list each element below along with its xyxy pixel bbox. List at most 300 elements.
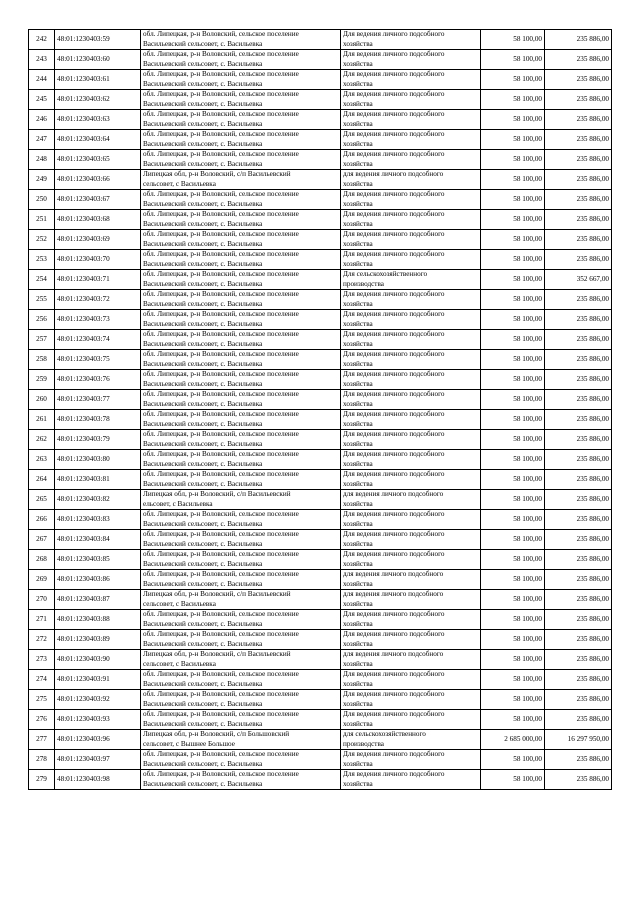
cadastral-number: 48:01:1230403:75	[55, 350, 141, 370]
land-use-line-2: хозяйства	[343, 219, 373, 228]
land-use-cell	[341, 230, 481, 250]
cadastral-value: 235 886,00	[545, 110, 612, 130]
land-use-line-2: хозяйства	[343, 619, 373, 628]
cadastral-value: 235 886,00	[545, 190, 612, 210]
area-value: 58 100,00	[481, 610, 545, 630]
cadastral-number: 48:01:1230403:98	[55, 770, 141, 790]
land-use-line-1: для ведения личного подсобного	[343, 570, 444, 579]
table-row	[29, 550, 612, 570]
cadastral-number: 48:01:1230403:89	[55, 630, 141, 650]
address-line-1: обл. Липецкая, р-н Воловский, сельское поселение	[143, 610, 299, 619]
table-row	[29, 490, 612, 510]
land-use-line-2: хозяйства	[343, 139, 373, 148]
address-line-2: Васильевский сельсовет, с. Васильевка	[143, 459, 263, 468]
cadastral-value: 235 886,00	[545, 670, 612, 690]
table-row	[29, 310, 612, 330]
land-use-cell	[341, 310, 481, 330]
address-cell	[141, 170, 341, 190]
cadastral-value: 235 886,00	[545, 210, 612, 230]
row-number: 242	[29, 30, 55, 50]
address-line-2: Васильевский сельсовет, с. Васильевка	[143, 79, 263, 88]
address-line-1: обл. Липецкая, р-н Воловский, сельское поселение	[143, 690, 299, 699]
area-value: 58 100,00	[481, 370, 545, 390]
row-number: 248	[29, 150, 55, 170]
cadastral-number: 48:01:1230403:96	[55, 730, 141, 750]
row-number: 247	[29, 130, 55, 150]
address-cell	[141, 210, 341, 230]
land-use-line-1: Для сельскохозяйственного	[343, 270, 428, 279]
address-line-1: обл. Липецкая, р-н Воловский, сельское поселение	[143, 150, 299, 159]
cadastral-value: 235 886,00	[545, 250, 612, 270]
row-number: 265	[29, 490, 55, 510]
land-use-line-2: хозяйства	[343, 379, 373, 388]
address-line-2: Васильевский сельсовет, с. Васильевка	[143, 359, 263, 368]
table-row	[29, 70, 612, 90]
cadastral-number: 48:01:1230403:61	[55, 70, 141, 90]
cadastral-value: 235 886,00	[545, 510, 612, 530]
cadastral-value: 235 886,00	[545, 750, 612, 770]
land-use-line-1: Для ведения личного подсобного	[343, 350, 445, 359]
land-use-line-1: Для ведения личного подсобного	[343, 410, 445, 419]
cadastral-number: 48:01:1230403:93	[55, 710, 141, 730]
row-number: 266	[29, 510, 55, 530]
table-row	[29, 90, 612, 110]
row-number: 256	[29, 310, 55, 330]
cadastral-number: 48:01:1230403:66	[55, 170, 141, 190]
address-cell	[141, 70, 341, 90]
cadastral-value: 235 886,00	[545, 770, 612, 790]
address-line-1: обл. Липецкая, р-н Воловский, сельское поселение	[143, 50, 299, 59]
table-row	[29, 590, 612, 610]
cadastral-value: 235 886,00	[545, 230, 612, 250]
row-number: 260	[29, 390, 55, 410]
address-line-1: обл. Липецкая, р-н Воловский, сельское поселение	[143, 470, 299, 479]
land-use-cell	[341, 170, 481, 190]
land-use-line-2: хозяйства	[343, 359, 373, 368]
area-value: 58 100,00	[481, 130, 545, 150]
address-line-2: Васильевский сельсовет, с. Васильевка	[143, 419, 263, 428]
land-use-line-2: хозяйства	[343, 259, 373, 268]
row-number: 272	[29, 630, 55, 650]
cadastral-number: 48:01:1230403:71	[55, 270, 141, 290]
address-cell	[141, 470, 341, 490]
cadastral-number: 48:01:1230403:81	[55, 470, 141, 490]
address-cell	[141, 650, 341, 670]
address-line-2: Васильевский сельсовет, с. Васильевка	[143, 579, 263, 588]
area-value: 58 100,00	[481, 330, 545, 350]
table-row	[29, 610, 612, 630]
address-line-1: обл. Липецкая, р-н Воловский, сельское поселение	[143, 570, 299, 579]
address-line-1: обл. Липецкая, р-н Воловский, сельское поселение	[143, 330, 299, 339]
address-cell	[141, 510, 341, 530]
land-use-line-1: Для ведения личного подсобного	[343, 90, 445, 99]
address-line-2: Васильевский сельсовет, с. Васильевка	[143, 299, 263, 308]
cadastral-value: 235 886,00	[545, 470, 612, 490]
address-line-1: обл. Липецкая, р-н Воловский, сельское поселение	[143, 350, 299, 359]
address-line-1: обл. Липецкая, р-н Воловский, сельское поселение	[143, 90, 299, 99]
cadastral-number: 48:01:1230403:59	[55, 30, 141, 50]
address-line-1: обл. Липецкая, р-н Воловский, сельское поселение	[143, 230, 299, 239]
land-use-line-2: хозяйства	[343, 779, 373, 788]
table-row	[29, 250, 612, 270]
address-line-2: Васильевский сельсовет, с. Васильевка	[143, 99, 263, 108]
address-line-2: Васильевский сельсовет, с. Васильевка	[143, 759, 263, 768]
address-line-1: обл. Липецкая, р-н Воловский, сельское поселение	[143, 770, 299, 779]
land-use-cell	[341, 330, 481, 350]
address-line-2: Васильевский сельсовет, с. Васильевка	[143, 279, 263, 288]
address-line-2: Васильевский сельсовет, с. Васильевка	[143, 719, 263, 728]
land-use-line-2: хозяйства	[343, 159, 373, 168]
table-row	[29, 130, 612, 150]
land-use-line-1: Для ведения личного подсобного	[343, 670, 445, 679]
land-use-line-1: Для ведения личного подсобного	[343, 110, 445, 119]
cadastral-number: 48:01:1230403:82	[55, 490, 141, 510]
cadastral-number: 48:01:1230403:74	[55, 330, 141, 350]
area-value: 58 100,00	[481, 390, 545, 410]
address-line-2: сельсовет, с Васильевка	[143, 599, 216, 608]
table-row	[29, 630, 612, 650]
table-row	[29, 710, 612, 730]
area-value: 58 100,00	[481, 550, 545, 570]
land-use-line-2: хозяйства	[343, 719, 373, 728]
address-line-1: обл. Липецкая, р-н Воловский, сельское поселение	[143, 390, 299, 399]
address-line-1: обл. Липецкая, р-н Воловский, сельское поселение	[143, 250, 299, 259]
land-use-line-2: хозяйства	[343, 659, 373, 668]
address-line-1: обл. Липецкая, р-н Воловский, сельское поселение	[143, 530, 299, 539]
area-value: 58 100,00	[481, 90, 545, 110]
cadastral-value: 235 886,00	[545, 650, 612, 670]
land-use-line-1: Для ведения личного подсобного	[343, 30, 445, 39]
cadastral-number: 48:01:1230403:64	[55, 130, 141, 150]
address-line-2: Васильевский сельсовет, с. Васильевка	[143, 239, 263, 248]
cadastral-number: 48:01:1230403:80	[55, 450, 141, 470]
address-line-2: сельсовет, с Вышнее Большое	[143, 739, 235, 748]
row-number: 255	[29, 290, 55, 310]
land-use-cell	[341, 30, 481, 50]
table-row	[29, 730, 612, 750]
address-cell	[141, 390, 341, 410]
cadastral-number: 48:01:1230403:73	[55, 310, 141, 330]
address-line-2: Васильевский сельсовет, с. Васильевка	[143, 439, 263, 448]
address-cell	[141, 190, 341, 210]
address-line-1: обл. Липецкая, р-н Воловский, сельское поселение	[143, 130, 299, 139]
area-value: 58 100,00	[481, 530, 545, 550]
address-line-1: обл. Липецкая, р-н Воловский, сельское поселение	[143, 750, 299, 759]
land-use-cell	[341, 650, 481, 670]
table-row	[29, 170, 612, 190]
table-row	[29, 50, 612, 70]
address-cell	[141, 370, 341, 390]
address-cell	[141, 530, 341, 550]
address-cell	[141, 490, 341, 510]
row-number: 262	[29, 430, 55, 450]
address-line-2: сельсовет, с Васильевка	[143, 659, 216, 668]
area-value: 58 100,00	[481, 750, 545, 770]
area-value: 58 100,00	[481, 270, 545, 290]
land-use-cell	[341, 50, 481, 70]
land-use-cell	[341, 750, 481, 770]
area-value: 58 100,00	[481, 70, 545, 90]
area-value: 58 100,00	[481, 110, 545, 130]
row-number: 277	[29, 730, 55, 750]
cadastral-number: 48:01:1230403:86	[55, 570, 141, 590]
row-number: 245	[29, 90, 55, 110]
address-line-1: обл. Липецкая, р-н Воловский, сельское поселение	[143, 30, 299, 39]
table-row	[29, 150, 612, 170]
cadastral-number: 48:01:1230403:67	[55, 190, 141, 210]
land-use-cell	[341, 90, 481, 110]
address-cell	[141, 230, 341, 250]
address-cell	[141, 330, 341, 350]
table-row	[29, 450, 612, 470]
area-value: 58 100,00	[481, 470, 545, 490]
cadastral-number: 48:01:1230403:87	[55, 590, 141, 610]
land-use-line-1: Для ведения личного подсобного	[343, 770, 445, 779]
land-use-line-2: хозяйства	[343, 39, 373, 48]
address-line-2: Васильевский сельсовет, с. Васильевка	[143, 219, 263, 228]
address-cell	[141, 710, 341, 730]
land-use-cell	[341, 210, 481, 230]
address-line-1: обл. Липецкая, р-н Воловский, сельское поселение	[143, 70, 299, 79]
cadastral-value: 235 886,00	[545, 150, 612, 170]
cadastral-number: 48:01:1230403:91	[55, 670, 141, 690]
land-use-line-1: Для ведения личного подсобного	[343, 530, 445, 539]
address-cell	[141, 130, 341, 150]
cadastral-value: 235 886,00	[545, 390, 612, 410]
address-cell	[141, 410, 341, 430]
land-use-line-1: Для ведения личного подсобного	[343, 290, 445, 299]
land-use-line-1: Для ведения личного подсобного	[343, 550, 445, 559]
row-number: 264	[29, 470, 55, 490]
land-use-cell	[341, 250, 481, 270]
table-body	[29, 30, 612, 790]
address-line-2: Васильевский сельсовет, с. Васильевка	[143, 479, 263, 488]
land-use-cell	[341, 630, 481, 650]
land-use-line-2: хозяйства	[343, 179, 373, 188]
land-use-line-2: хозяйства	[343, 599, 373, 608]
cadastral-number: 48:01:1230403:85	[55, 550, 141, 570]
land-use-line-2: хозяйства	[343, 459, 373, 468]
address-cell	[141, 50, 341, 70]
table-row	[29, 30, 612, 50]
address-line-1: обл. Липецкая, р-н Воловский, сельское поселение	[143, 190, 299, 199]
address-line-2: Васильевский сельсовет, с. Васильевка	[143, 519, 263, 528]
cadastral-value: 235 886,00	[545, 70, 612, 90]
cadastral-value: 235 886,00	[545, 630, 612, 650]
address-line-1: обл. Липецкая, р-н Воловский, сельское поселение	[143, 310, 299, 319]
land-parcels-table	[28, 29, 612, 790]
table-row	[29, 690, 612, 710]
cadastral-value: 235 886,00	[545, 330, 612, 350]
address-line-2: Васильевский сельсовет, с. Васильевка	[143, 119, 263, 128]
cadastral-number: 48:01:1230403:63	[55, 110, 141, 130]
row-number: 279	[29, 770, 55, 790]
address-line-1: Липецкая обл, р-н Воловский, с/п Васильевский	[143, 650, 291, 659]
land-use-cell	[341, 410, 481, 430]
row-number: 261	[29, 410, 55, 430]
land-use-line-2: хозяйства	[343, 399, 373, 408]
land-use-line-1: Для ведения личного подсобного	[343, 510, 445, 519]
address-line-1: обл. Липецкая, р-н Воловский, сельское поселение	[143, 210, 299, 219]
table-row	[29, 350, 612, 370]
area-value: 58 100,00	[481, 710, 545, 730]
land-use-line-2: хозяйства	[343, 759, 373, 768]
address-line-2: Васильевский сельсовет, с. Васильевка	[143, 199, 263, 208]
area-value: 58 100,00	[481, 430, 545, 450]
area-value: 58 100,00	[481, 50, 545, 70]
land-use-line-2: хозяйства	[343, 319, 373, 328]
row-number: 250	[29, 190, 55, 210]
land-use-cell	[341, 710, 481, 730]
address-line-1: обл. Липецкая, р-н Воловский, сельское поселение	[143, 550, 299, 559]
land-use-line-2: хозяйства	[343, 539, 373, 548]
cadastral-number: 48:01:1230403:60	[55, 50, 141, 70]
land-use-cell	[341, 290, 481, 310]
land-use-line-2: хозяйства	[343, 479, 373, 488]
land-use-line-2: хозяйства	[343, 679, 373, 688]
table-row	[29, 210, 612, 230]
cadastral-number: 48:01:1230403:72	[55, 290, 141, 310]
address-cell	[141, 550, 341, 570]
row-number: 270	[29, 590, 55, 610]
address-line-2: Васильевский сельсовет, с. Васильевка	[143, 259, 263, 268]
cadastral-number: 48:01:1230403:65	[55, 150, 141, 170]
address-line-2: Васильевский сельсовет, с. Васильевка	[143, 779, 263, 788]
address-line-1: Липецкая обл, р-н Воловский, с/п Васильевский	[143, 590, 291, 599]
address-line-1: обл. Липецкая, р-н Воловский, сельское поселение	[143, 290, 299, 299]
table-row	[29, 330, 612, 350]
address-line-2: Васильевский сельсовет, с. Васильевка	[143, 559, 263, 568]
table-row	[29, 230, 612, 250]
table-row	[29, 370, 612, 390]
land-use-line-1: Для ведения личного подсобного	[343, 230, 445, 239]
address-line-1: обл. Липецкая, р-н Воловский, сельское поселение	[143, 270, 299, 279]
land-use-line-2: хозяйства	[343, 299, 373, 308]
cadastral-number: 48:01:1230403:76	[55, 370, 141, 390]
address-line-1: обл. Липецкая, р-н Воловский, сельское поселение	[143, 410, 299, 419]
cadastral-number: 48:01:1230403:92	[55, 690, 141, 710]
land-use-line-1: для ведения личного подсобного	[343, 490, 444, 499]
cadastral-number: 48:01:1230403:69	[55, 230, 141, 250]
row-number: 252	[29, 230, 55, 250]
address-cell	[141, 110, 341, 130]
table-row	[29, 530, 612, 550]
row-number: 269	[29, 570, 55, 590]
cadastral-value: 352 667,00	[545, 270, 612, 290]
cadastral-value: 235 886,00	[545, 410, 612, 430]
address-line-2: Васильевский сельсовет, с. Васильевка	[143, 339, 263, 348]
cadastral-value: 235 886,00	[545, 30, 612, 50]
land-use-cell	[341, 270, 481, 290]
cadastral-value: 235 886,00	[545, 370, 612, 390]
cadastral-value: 235 886,00	[545, 570, 612, 590]
cadastral-value: 235 886,00	[545, 170, 612, 190]
address-line-2: Васильевский сельсовет, с. Васильевка	[143, 39, 263, 48]
address-line-2: Васильевский сельсовет, с. Васильевка	[143, 539, 263, 548]
land-use-line-2: производства	[343, 739, 384, 748]
land-use-line-2: хозяйства	[343, 639, 373, 648]
land-use-line-2: хозяйства	[343, 519, 373, 528]
cadastral-number: 48:01:1230403:97	[55, 750, 141, 770]
land-use-line-2: хозяйства	[343, 59, 373, 68]
table-row	[29, 390, 612, 410]
address-line-1: Липецкая обл, р-н Воловский, с/п Большовский	[143, 730, 290, 739]
cadastral-number: 48:01:1230403:78	[55, 410, 141, 430]
row-number: 274	[29, 670, 55, 690]
land-use-line-1: Для ведения личного подсобного	[343, 630, 445, 639]
address-cell	[141, 750, 341, 770]
table-row	[29, 670, 612, 690]
land-use-line-1: для ведения личного подсобного	[343, 590, 444, 599]
address-line-1: Липецкая обл, р-н Воловский, с/п Васильевский	[143, 170, 291, 179]
land-use-cell	[341, 130, 481, 150]
land-use-line-1: Для ведения личного подсобного	[343, 370, 445, 379]
land-use-cell	[341, 150, 481, 170]
table-row	[29, 510, 612, 530]
cadastral-value: 235 886,00	[545, 90, 612, 110]
land-use-line-2: хозяйства	[343, 199, 373, 208]
land-use-line-1: Для ведения личного подсобного	[343, 430, 445, 439]
area-value: 58 100,00	[481, 210, 545, 230]
area-value: 58 100,00	[481, 410, 545, 430]
land-use-line-2: хозяйства	[343, 339, 373, 348]
land-use-cell	[341, 430, 481, 450]
area-value: 58 100,00	[481, 230, 545, 250]
address-line-1: обл. Липецкая, р-н Воловский, сельское поселение	[143, 110, 299, 119]
cadastral-value: 235 886,00	[545, 350, 612, 370]
address-line-2: Васильевский сельсовет, с. Васильевка	[143, 699, 263, 708]
land-use-cell	[341, 730, 481, 750]
address-line-2: Васильевский сельсовет, с. Васильевка	[143, 399, 263, 408]
row-number: 243	[29, 50, 55, 70]
land-use-cell	[341, 590, 481, 610]
table-row	[29, 270, 612, 290]
land-use-line-1: Для ведения личного подсобного	[343, 450, 445, 459]
area-value: 58 100,00	[481, 650, 545, 670]
table-row	[29, 410, 612, 430]
address-line-1: Липецкая обл, р-н Воловский, с/п Васильевский	[143, 490, 291, 499]
table-row	[29, 650, 612, 670]
address-cell	[141, 30, 341, 50]
cadastral-value: 235 886,00	[545, 50, 612, 70]
row-number: 253	[29, 250, 55, 270]
address-cell	[141, 150, 341, 170]
address-cell	[141, 310, 341, 330]
land-use-line-2: хозяйства	[343, 439, 373, 448]
address-line-2: Васильевский сельсовет, с. Васильевка	[143, 639, 263, 648]
land-use-cell	[341, 70, 481, 90]
row-number: 263	[29, 450, 55, 470]
cadastral-value: 235 886,00	[545, 690, 612, 710]
row-number: 249	[29, 170, 55, 190]
row-number: 254	[29, 270, 55, 290]
cadastral-number: 48:01:1230403:83	[55, 510, 141, 530]
address-line-1: обл. Липецкая, р-н Воловский, сельское поселение	[143, 450, 299, 459]
address-cell	[141, 90, 341, 110]
row-number: 267	[29, 530, 55, 550]
address-line-1: обл. Липецкая, р-н Воловский, сельское поселение	[143, 370, 299, 379]
address-line-2: Васильевский сельсовет, с. Васильевка	[143, 679, 263, 688]
cadastral-value: 235 886,00	[545, 290, 612, 310]
land-use-line-2: хозяйства	[343, 419, 373, 428]
row-number: 278	[29, 750, 55, 770]
address-line-2: Васильевский сельсовет, с. Васильевка	[143, 139, 263, 148]
row-number: 276	[29, 710, 55, 730]
land-use-cell	[341, 110, 481, 130]
address-line-1: обл. Липецкая, р-н Воловский, сельское поселение	[143, 670, 299, 679]
area-value: 2 685 000,00	[481, 730, 545, 750]
land-use-line-1: Для ведения личного подсобного	[343, 330, 445, 339]
